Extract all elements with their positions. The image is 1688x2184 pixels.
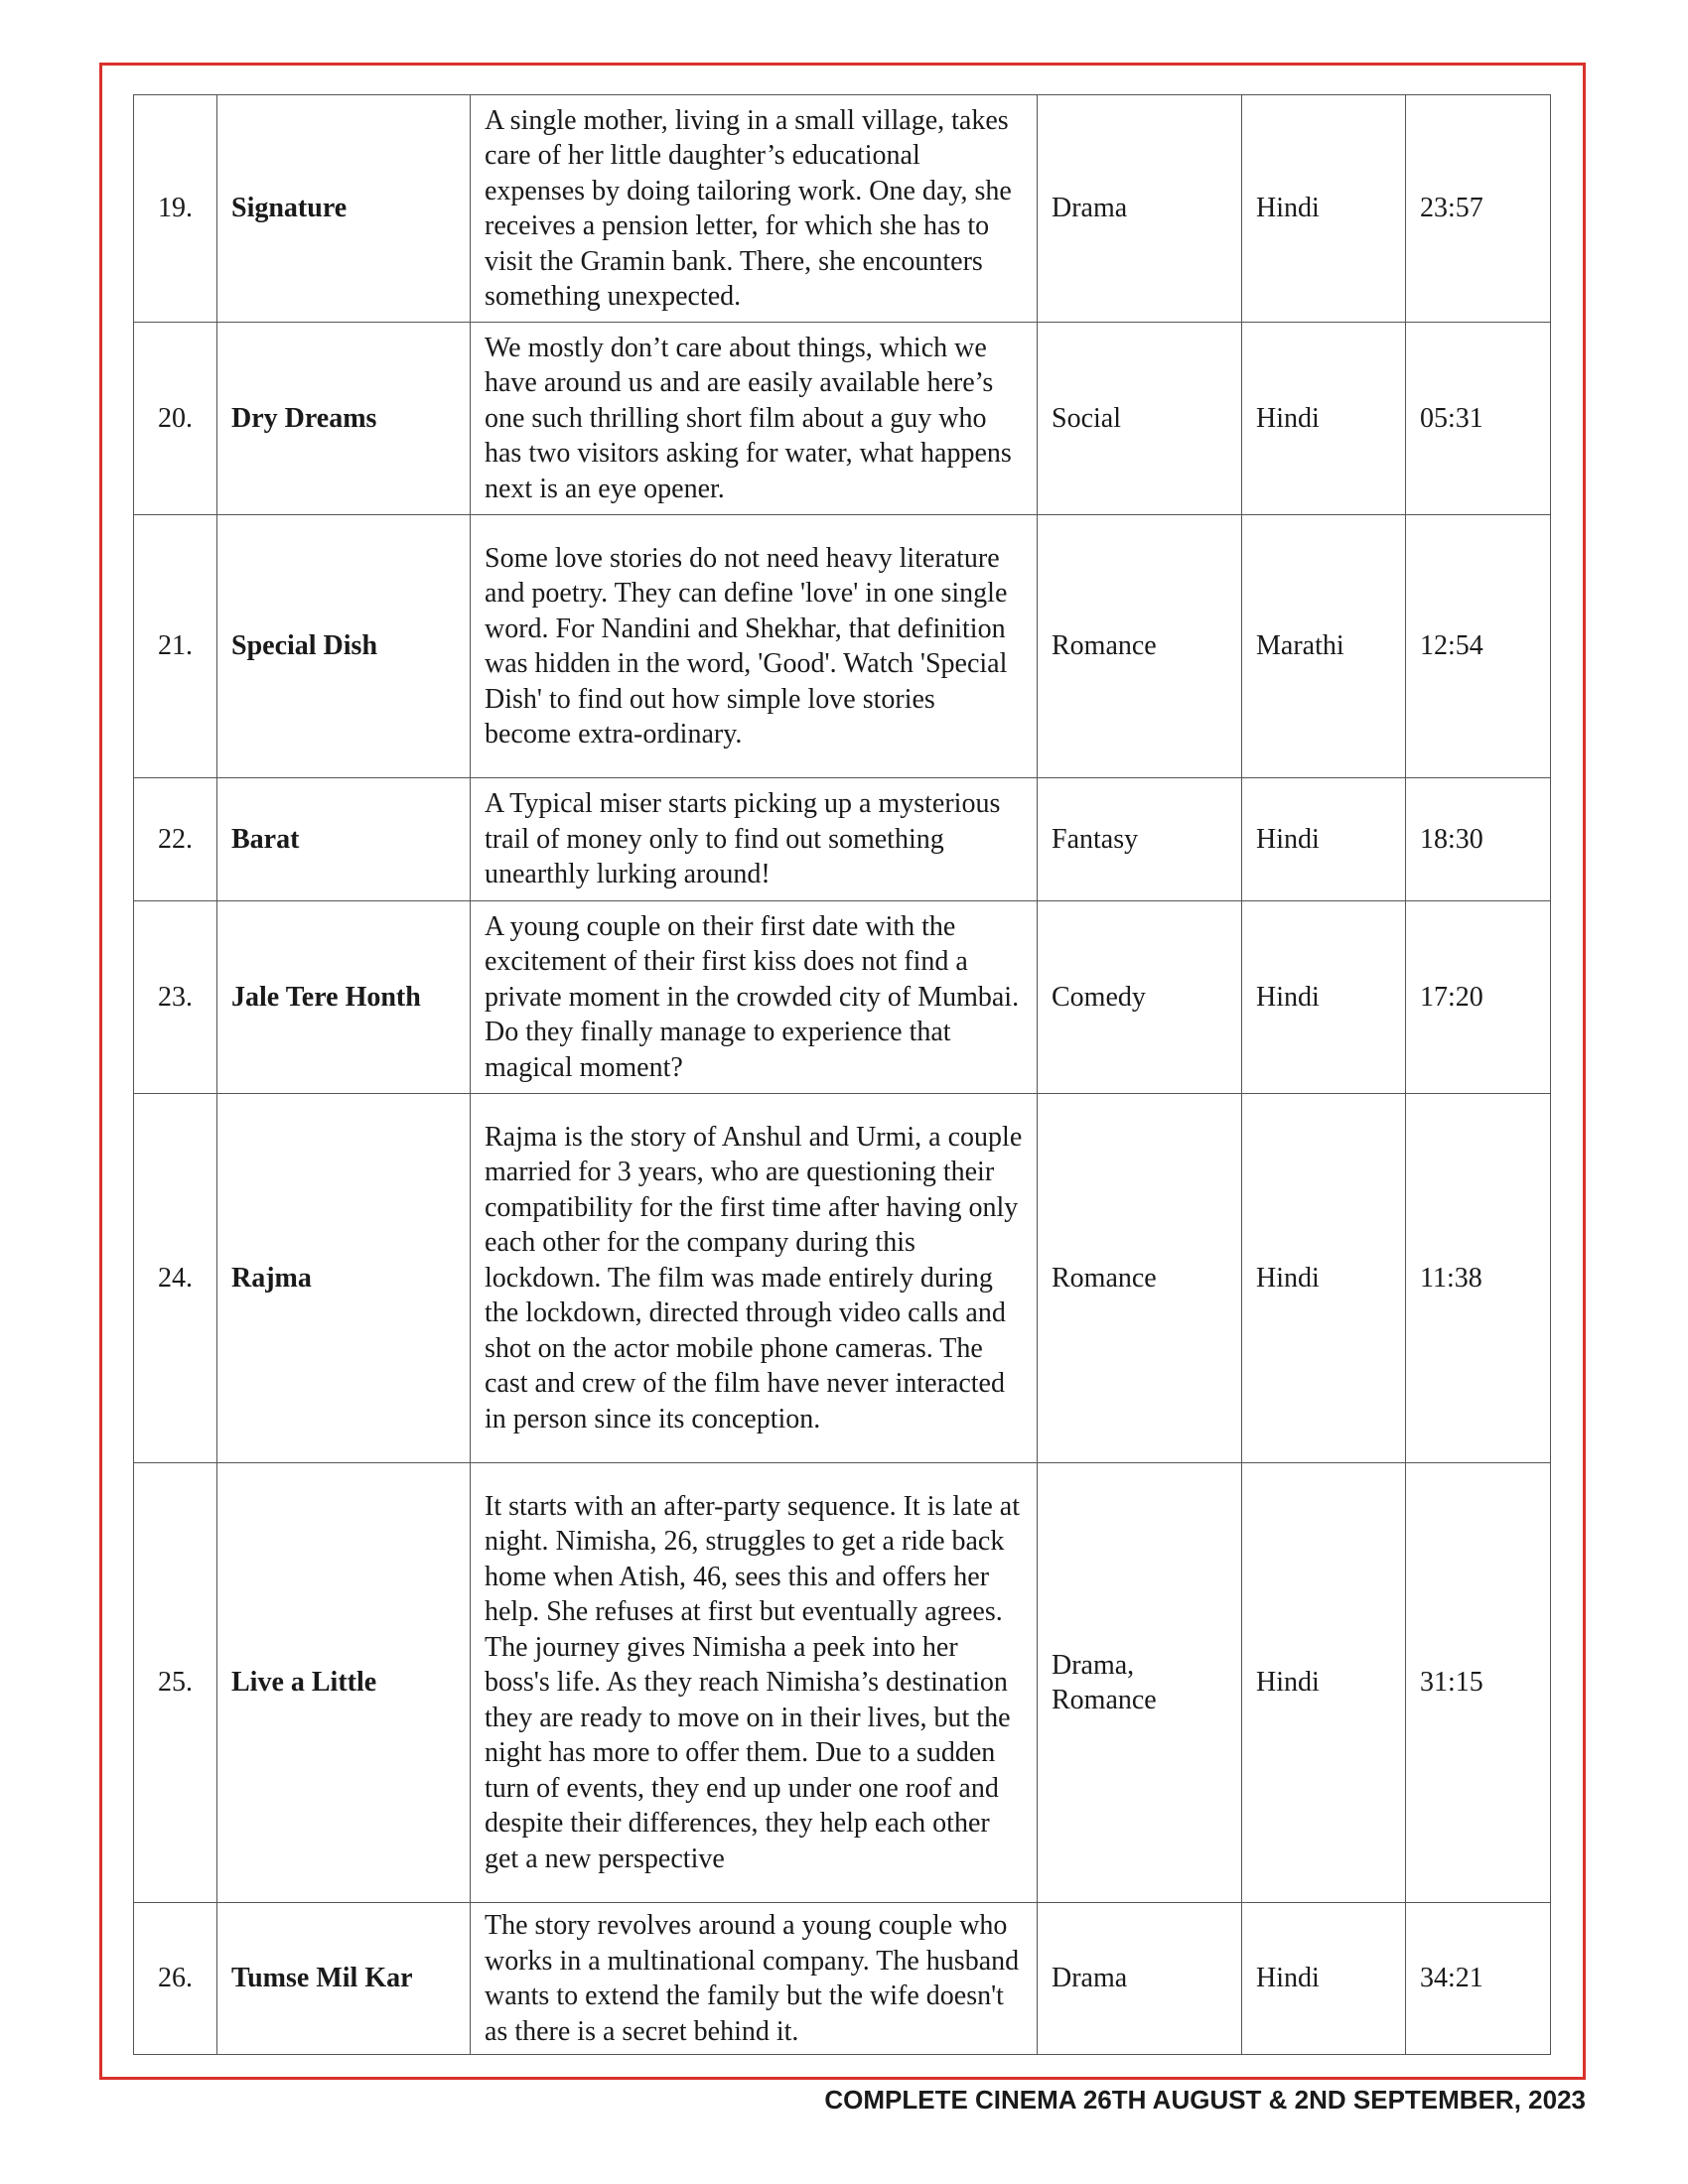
film-title: Signature bbox=[217, 95, 471, 323]
film-number: 21. bbox=[134, 515, 217, 778]
film-title: Jale Tere Honth bbox=[217, 901, 471, 1094]
film-number: 20. bbox=[134, 323, 217, 515]
film-description: A Typical miser starts picking up a mysterious trail of money only to find out something unearthly lurking around! bbox=[471, 778, 1038, 901]
table-row bbox=[134, 1463, 1551, 1903]
film-language: Hindi bbox=[1242, 1094, 1406, 1463]
film-language: Hindi bbox=[1242, 1903, 1406, 2055]
film-description: Some love stories do not need heavy literature and poetry. They can define 'love' in one single word. For Nandini and Shekhar, that definition was hidden in the word, 'Good'. Watch 'Special Dish' to find out how simple love stories become extra-ordinary. bbox=[471, 515, 1038, 778]
film-language: Hindi bbox=[1242, 1463, 1406, 1903]
film-genre: Drama, Romance bbox=[1038, 1463, 1242, 1903]
film-number: 24. bbox=[134, 1094, 217, 1463]
film-description: A young couple on their first date with the excitement of their first kiss does not find a private moment in the crowded city of Mumbai. Do they finally manage to experience that magical moment? bbox=[471, 901, 1038, 1094]
film-title: Barat bbox=[217, 778, 471, 901]
film-genre: Drama bbox=[1038, 1903, 1242, 2055]
film-duration: 34:21 bbox=[1406, 1903, 1551, 2055]
film-duration: 18:30 bbox=[1406, 778, 1551, 901]
film-number: 22. bbox=[134, 778, 217, 901]
film-genre: Fantasy bbox=[1038, 778, 1242, 901]
film-duration: 11:38 bbox=[1406, 1094, 1551, 1463]
film-number: 26. bbox=[134, 1903, 217, 2055]
film-title: Special Dish bbox=[217, 515, 471, 778]
film-number: 19. bbox=[134, 95, 217, 323]
film-title: Tumse Mil Kar bbox=[217, 1903, 471, 2055]
film-genre: Social bbox=[1038, 323, 1242, 515]
film-genre: Romance bbox=[1038, 1094, 1242, 1463]
table-row bbox=[134, 515, 1551, 778]
table-row bbox=[134, 323, 1551, 515]
film-genre: Comedy bbox=[1038, 901, 1242, 1094]
film-duration: 05:31 bbox=[1406, 323, 1551, 515]
film-duration: 17:20 bbox=[1406, 901, 1551, 1094]
film-description: A single mother, living in a small village, takes care of her little daughter’s educational expenses by doing tailoring work. One day, she receives a pension letter, for which she has to visit the Gramin bank. There, she encounters something unexpected. bbox=[471, 95, 1038, 323]
table-row bbox=[134, 1903, 1551, 2055]
film-description: It starts with an after-party sequence. It is late at night. Nimisha, 26, struggles to get a ride back home when Atish, 46, sees this and offers her help. She refuses at first but eventually agrees. The journey gives Nimisha a peek into her boss's life. As they reach Nimisha’s destination they are ready to move on in their lives, but the night has more to offer them. Due to a sudden turn of events, they end up under one roof and despite their differences, they help each other get a new perspective bbox=[471, 1463, 1038, 1903]
film-language: Hindi bbox=[1242, 778, 1406, 901]
film-description: We mostly don’t care about things, which we have around us and are easily available here’s one such thrilling short film about a guy who has two visitors asking for water, what happens next is an eye opener. bbox=[471, 323, 1038, 515]
film-genre: Romance bbox=[1038, 515, 1242, 778]
page-footer: COMPLETE CINEMA 26TH AUGUST & 2ND SEPTEMBER, 2023 bbox=[824, 2085, 1586, 2115]
film-number: 25. bbox=[134, 1463, 217, 1903]
table-row bbox=[134, 1094, 1551, 1463]
film-duration: 31:15 bbox=[1406, 1463, 1551, 1903]
film-description: Rajma is the story of Anshul and Urmi, a couple married for 3 years, who are questioning their compatibility for the first time after having only each other for the company during this lockdown. The film was made entirely during the lockdown, directed through video calls and shot on the actor mobile phone cameras. The cast and crew of the film have never interacted in person since its conception. bbox=[471, 1094, 1038, 1463]
film-duration: 12:54 bbox=[1406, 515, 1551, 778]
film-duration: 23:57 bbox=[1406, 95, 1551, 323]
film-table bbox=[133, 94, 1551, 2055]
film-title: Live a Little bbox=[217, 1463, 471, 1903]
film-number: 23. bbox=[134, 901, 217, 1094]
film-title: Dry Dreams bbox=[217, 323, 471, 515]
film-language: Hindi bbox=[1242, 323, 1406, 515]
film-description: The story revolves around a young couple who works in a multinational company. The husband wants to extend the family but the wife doesn't as there is a secret behind it. bbox=[471, 1903, 1038, 2055]
film-language: Hindi bbox=[1242, 901, 1406, 1094]
film-language: Marathi bbox=[1242, 515, 1406, 778]
film-title: Rajma bbox=[217, 1094, 471, 1463]
table-row bbox=[134, 95, 1551, 323]
film-language: Hindi bbox=[1242, 95, 1406, 323]
table-row bbox=[134, 778, 1551, 901]
table-row bbox=[134, 901, 1551, 1094]
film-genre: Drama bbox=[1038, 95, 1242, 323]
